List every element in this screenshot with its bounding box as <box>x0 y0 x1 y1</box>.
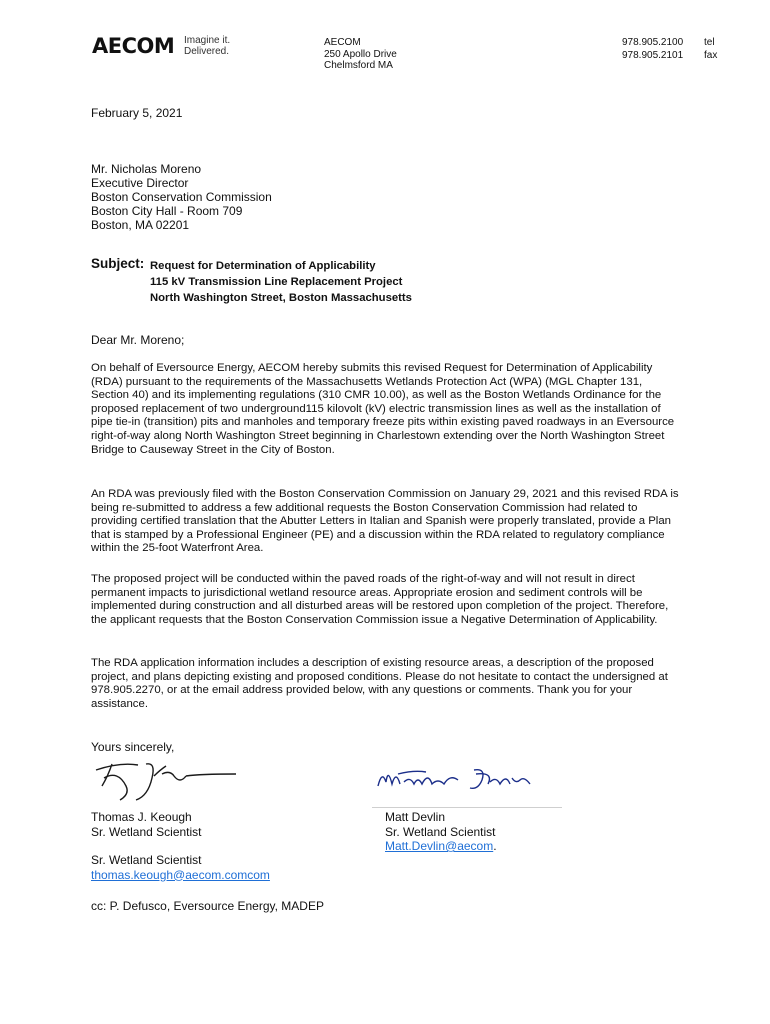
body-paragraph-3: The proposed project will be conducted within the paved roads of the right-of-way and will not result in direct permanent impacts to jurisdictional wetland resource areas. Appropriate erosion and sediment controls will be implemented during construction and all disturbed areas will be restored upon completion of the project. Therefore, the applicant requests that the Boston Conservation Commission issue a Negative Determination of Applicability. <box>91 573 669 626</box>
signer-1-name: Thomas J. Keough <box>91 810 192 824</box>
contact-numbers <box>622 37 717 62</box>
signature-keough <box>90 756 240 806</box>
salutation: Dear Mr. Moreno; <box>91 333 185 347</box>
signer-2-block <box>385 810 497 854</box>
tagline-line-2: Delivered. <box>184 46 230 57</box>
signature-line <box>372 807 562 808</box>
signer-1-email-link[interactable]: thomas.keough@aecom.comcom <box>91 867 270 882</box>
recipient-organization: Boston Conservation Commission <box>91 190 272 204</box>
signer-1-title-repeat: Sr. Wetland Scientist <box>91 853 202 867</box>
fax-label: fax <box>704 49 718 61</box>
closing: Yours sincerely, <box>91 740 175 754</box>
fax-row <box>622 50 717 63</box>
cc-line: cc: P. Defusco, Eversource Energy, MADEP <box>91 899 324 913</box>
aecom-logo: AECOM <box>92 34 175 58</box>
letter-date: February 5, 2021 <box>91 106 183 120</box>
subject-label: Subject: <box>91 256 145 271</box>
body-paragraph-2: An RDA was previously filed with the Boston Conservation Commission on January 29, 2021 and this revised RDA is being re-submitted to address a few additional requests the Boston Conservation Commission had related to providing certified translation that the Abutter Letters in Italian and Spanish were properly translated, provide a Plan that is stamped by a Professional Engineer (PE) and a discussion within the RDA related to regulatory compliance within the 25-foot Waterfront Area. <box>91 488 679 555</box>
tel-number: 978.905.2100 <box>622 37 684 48</box>
signer-1-title: Sr. Wetland Scientist <box>91 824 202 839</box>
company-name: AECOM <box>324 37 361 48</box>
signer-2-name: Matt Devlin <box>385 810 446 824</box>
company-street: 250 Apollo Drive <box>324 48 397 60</box>
body-paragraph-4: The RDA application information includes a description of existing resource areas, a description of the proposed project, and plans depicting existing and proposed conditions. Please do not hesitate to contact the undersigned at 978.905.2270, or at the email address provided below, with any questions or comments. Thank you for your assistance. <box>91 657 668 710</box>
logo-tagline <box>184 35 230 57</box>
recipient-title: Executive Director <box>91 176 189 190</box>
signer-2-email-link[interactable]: Matt.Devlin@aecom <box>385 839 494 853</box>
recipient-office: Boston City Hall - Room 709 <box>91 204 243 218</box>
signer-1-contact <box>91 853 270 882</box>
subject-lines <box>150 258 412 306</box>
company-city: Chelmsford MA <box>324 60 393 71</box>
subject-line-2: 115 kV Transmission Line Replacement Project <box>150 276 403 288</box>
body-paragraph-1: On behalf of Eversource Energy, AECOM hereby submits this revised Request for Determination of Applicability (RDA) pursuant to the requirements of the Massachusetts Wetlands Protection Act (WPA) (MGL Chapter 131, Section 40) and its implementing regulations (310 CMR 10.00), as well as the Boston Wetlands Ordinance for the proposed replacement of two underground115 kilovolt (kV) electric transmission lines as well as the installation of pipe tie-in (transition) pits and manholes and temporary freeze pits within existing paved roadways in an Eversource right-of-way along North Washington Street beginning in Charlestown extending over the North Washington Street Bridge to Causeway Street in the City of Boston. <box>91 362 675 456</box>
tagline-line-1: Imagine it. <box>184 35 231 46</box>
signer-2-title: Sr. Wetland Scientist <box>385 824 496 839</box>
company-address <box>324 37 397 72</box>
signature-devlin <box>374 762 544 798</box>
recipient-name: Mr. Nicholas Moreno <box>91 162 202 176</box>
tel-row <box>622 37 717 50</box>
recipient-city: Boston, MA 02201 <box>91 218 190 232</box>
fax-number: 978.905.2101 <box>622 49 684 61</box>
subject-line-3: North Washington Street, Boston Massachusetts <box>150 292 412 304</box>
recipient-address <box>91 162 272 232</box>
subject-line-1: Request for Determination of Applicability <box>150 260 376 272</box>
tel-label: tel <box>704 37 715 48</box>
signer-2-email-suffix: . <box>493 839 497 853</box>
signer-1-block <box>91 810 202 839</box>
